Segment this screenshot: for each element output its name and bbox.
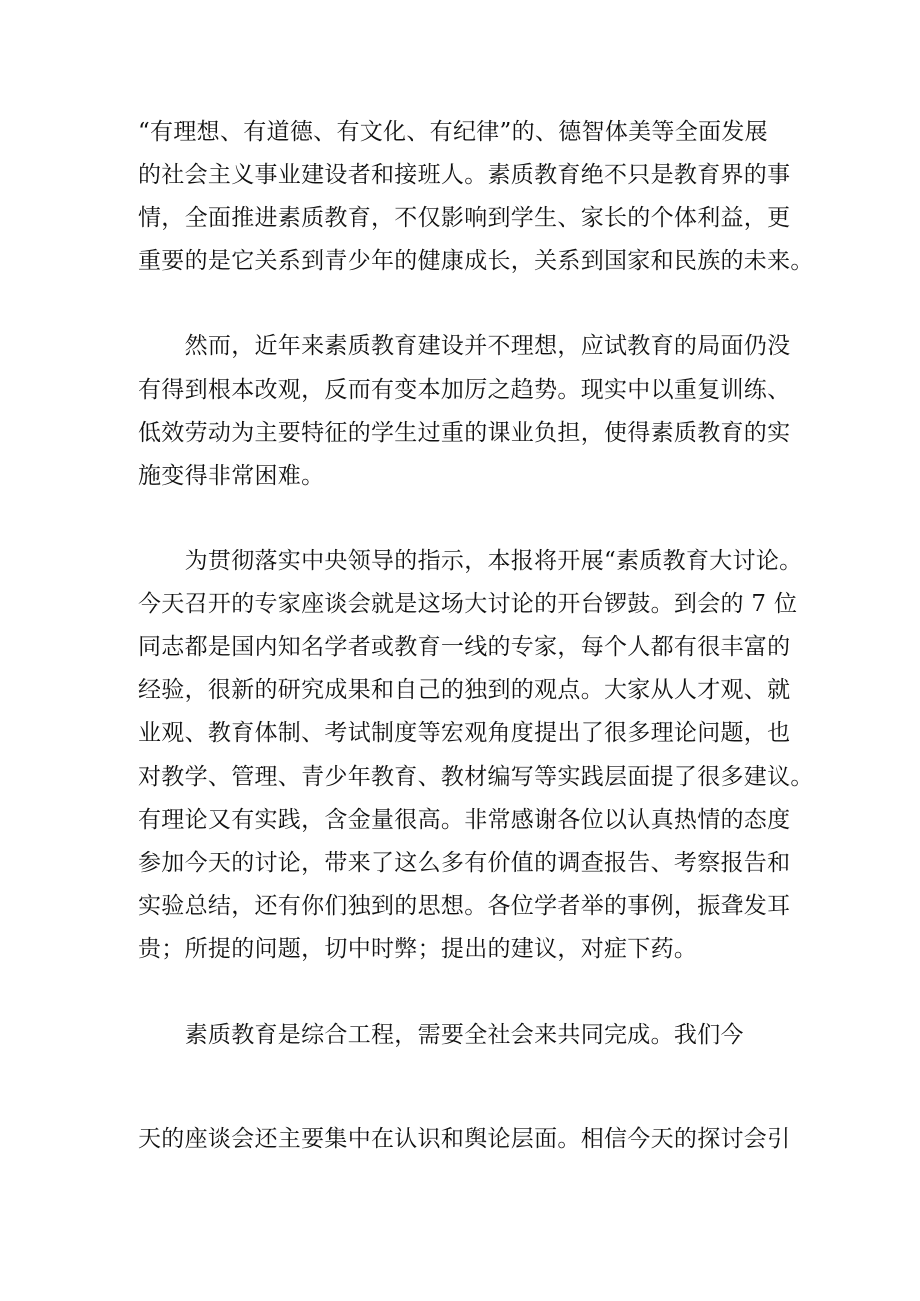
text-line: 低效劳动为主要特征的学生过重的课业负担，使得素质教育的实 <box>138 420 791 446</box>
text-line: 施变得非常困难。 <box>138 463 325 489</box>
text-line: 有得到根本改观，反而有变本加厉之趋势。现实中以重复训练、 <box>138 377 791 403</box>
text-line: 参加今天的讨论，带来了这么多有价值的调查报告、考察报告和 <box>138 850 791 876</box>
text-line: “有理想、有道德、有文化、有纪律”的、德智体美等全面发展 <box>138 119 768 145</box>
text-line: 为贯彻落实中央领导的指示，本报将开展“素质教育大讨论。 <box>138 548 803 574</box>
text-line: 天的座谈会还主要集中在认识和舆论层面。相信今天的探讨会引 <box>138 1126 791 1152</box>
text-line: 然而，近年来素质教育建设并不理想，应试教育的局面仍没 <box>138 333 791 359</box>
text-line: 经验，很新的研究成果和自己的独到的观点。大家从人才观、就 <box>138 677 791 703</box>
text-line: 今天召开的专家座谈会就是这场大讨论的开台锣鼓。到会的 7 位 <box>138 591 798 617</box>
text-line: 情，全面推进素质教育，不仅影响到学生、家长的个体利益，更 <box>138 205 791 231</box>
text-line: 重要的是它关系到青少年的健康成长，关系到国家和民族的未来。 <box>138 248 814 274</box>
text-line: 贵；所提的问题，切中时弊；提出的建议，对症下药。 <box>138 936 698 962</box>
text-line: 的社会主义事业建设者和接班人。素质教育绝不只是教育界的事 <box>138 162 791 188</box>
text-line: 业观、教育体制、考试制度等宏观角度提出了很多理论问题，也 <box>138 720 791 746</box>
text-line: 同志都是国内知名学者或教育一线的专家，每个人都有很丰富的 <box>138 634 791 660</box>
text-line: 实验总结，还有你们独到的思想。各位学者举的事例，振聋发耳 <box>138 893 791 919</box>
text-line: 素质教育是综合工程，需要全社会来共同完成。我们今 <box>138 1022 744 1048</box>
text-line: 有理论又有实践，含金量很高。非常感谢各位以认真热情的态度 <box>138 807 791 833</box>
text-line: 对教学、管理、青少年教育、教材编写等实践层面提了很多建议。 <box>138 764 814 790</box>
